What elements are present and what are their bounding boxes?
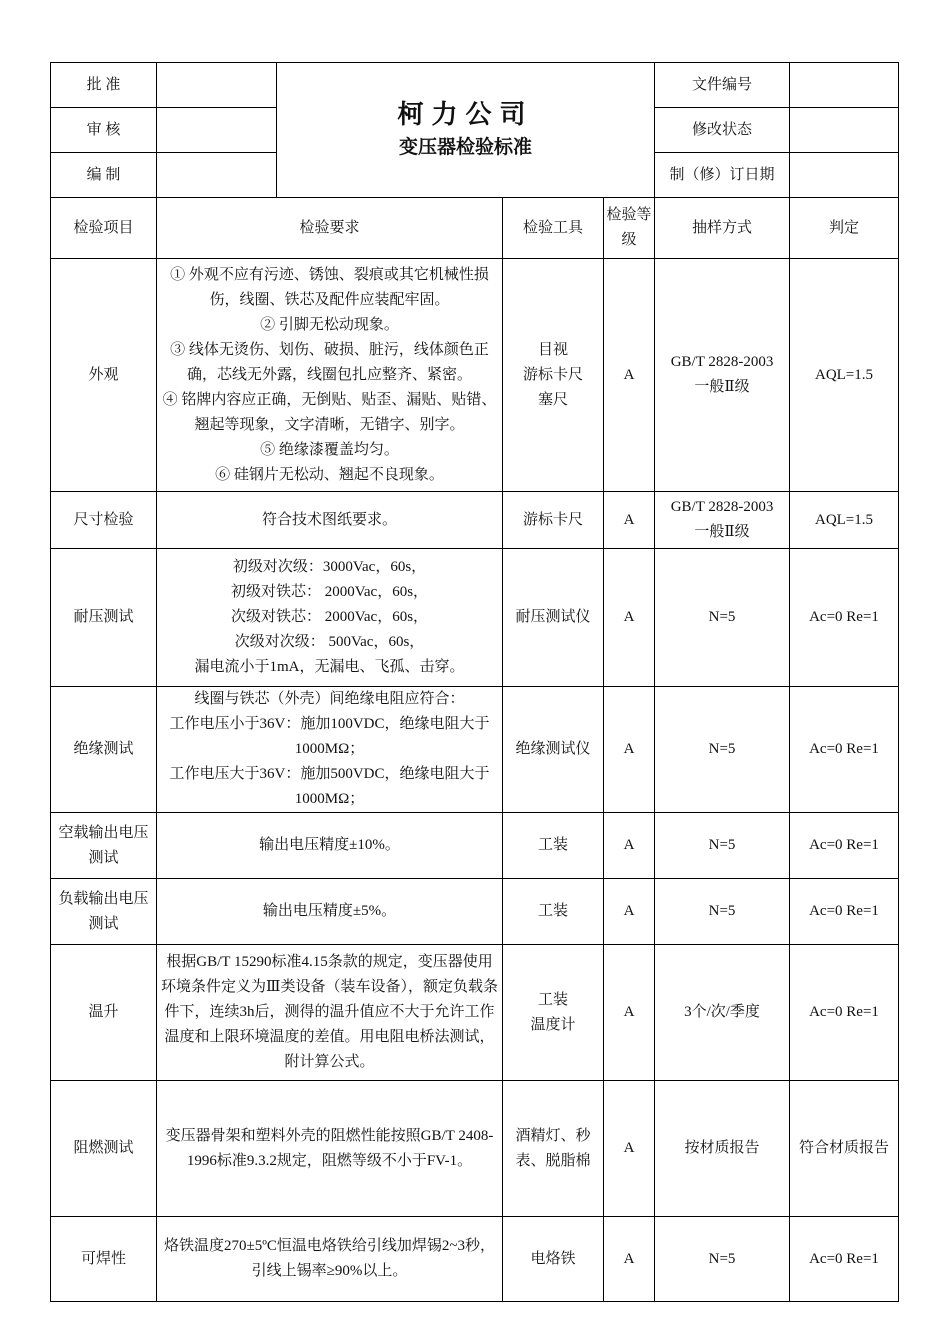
column-header-tool: 检验工具	[503, 198, 604, 259]
column-header-sampling: 抽样方式	[655, 198, 790, 259]
review-label: 审 核	[51, 108, 157, 153]
cell-line: 游标卡尺	[522, 366, 583, 383]
sampling-cell	[655, 879, 790, 945]
column-header-row	[51, 198, 899, 259]
item-cell: 温升	[51, 945, 157, 1081]
cell-line: 3个/次/季度	[684, 1004, 760, 1020]
requirement-cell	[157, 1217, 503, 1302]
cell-line: N=5	[708, 741, 736, 757]
cell-line: GB/T 2828-2003	[670, 354, 774, 370]
sampling-cell	[655, 1217, 790, 1302]
judgement-cell: Ac=0 Re=1	[790, 945, 899, 1081]
judgement-cell: Ac=0 Re=1	[790, 813, 899, 879]
cell-line: N=5	[708, 903, 736, 919]
judgement-cell: Ac=0 Re=1	[790, 879, 899, 945]
column-header-requirement: 检验要求	[157, 198, 503, 259]
cell-line: 符合技术图纸要求。	[261, 511, 397, 528]
table-row	[51, 879, 899, 945]
sampling-cell	[655, 1081, 790, 1217]
date-value	[790, 153, 899, 198]
cell-line: ② 引脚无松动现象。	[260, 316, 399, 333]
cell-line: 线圈与铁芯（外壳）间绝缘电阻应符合：	[194, 691, 465, 707]
cell-line: 工装	[537, 903, 568, 919]
prepare-value	[157, 153, 277, 198]
cell-line: 按材质报告	[684, 1140, 760, 1156]
sampling-cell	[655, 945, 790, 1081]
cell-line: ⑤ 绝缘漆覆盖均匀。	[260, 441, 399, 458]
judgement-cell: Ac=0 Re=1	[790, 1217, 899, 1302]
inspection-rows	[51, 259, 899, 1302]
item-cell: 外观	[51, 259, 157, 492]
table-row	[51, 945, 899, 1081]
grade-cell: A	[604, 687, 655, 813]
cell-line: 工作电压大于36V：施加500VDC，绝缘电阻大于1000MΩ；	[169, 766, 490, 807]
item-cell: 绝缘测试	[51, 687, 157, 813]
cell-line: 一般Ⅱ级	[694, 379, 750, 395]
revision-value	[790, 108, 899, 153]
cell-line: 电烙铁	[530, 1250, 576, 1267]
column-header-judgement: 判定	[790, 198, 899, 259]
judgement-cell: AQL=1.5	[790, 259, 899, 492]
tool-cell	[503, 813, 604, 879]
table-row	[51, 687, 899, 813]
cell-line: 温度计	[530, 1016, 576, 1033]
tool-cell	[503, 259, 604, 492]
tool-cell	[503, 1217, 604, 1302]
cell-line: 酒精灯、秒表、脱脂棉	[515, 1127, 591, 1169]
approve-value	[157, 63, 277, 108]
judgement-cell: 符合材质报告	[790, 1081, 899, 1217]
review-value	[157, 108, 277, 153]
cell-line: ④ 铭牌内容应正确，无倒贴、贴歪、漏贴、贴错、翘起等现象，文字清晰，无错字、别字。	[162, 391, 497, 433]
file-no-value	[790, 63, 899, 108]
header-row-approve	[51, 63, 899, 108]
cell-line: N=5	[708, 837, 736, 853]
table-row	[51, 492, 899, 549]
cell-line: 输出电压精度±5%。	[262, 903, 397, 919]
requirement-cell	[157, 879, 503, 945]
item-cell: 耐压测试	[51, 549, 157, 687]
sampling-cell	[655, 259, 790, 492]
requirement-cell	[157, 492, 503, 549]
document-title-block	[277, 63, 655, 198]
sampling-cell	[655, 549, 790, 687]
table-row	[51, 1217, 899, 1302]
grade-cell: A	[604, 1217, 655, 1302]
cell-line: ⑥ 硅钢片无松动、翘起不良现象。	[215, 466, 444, 483]
cell-line: 根据GB/T 15290标准4.15条款的规定，变压器使用环境条件定义为Ⅲ类设备（装车设备），额定负载条件下，连续3h后，测得的温升值应不大于允许工作温度和上限环境温度的差值。用电阻电桥法测试，附计算公式。	[161, 954, 498, 1070]
column-header-item: 检验项目	[51, 198, 157, 259]
tool-cell	[503, 687, 604, 813]
grade-cell: A	[604, 1081, 655, 1217]
cell-line: 次级对铁芯： 2000Vac，60s，	[230, 609, 429, 625]
cell-line: 烙铁温度270±5ºC恒温电烙铁给引线加焊锡2~3秒，引线上锡率≥90%以上。	[163, 1238, 495, 1279]
grade-cell: A	[604, 813, 655, 879]
requirement-cell	[157, 945, 503, 1081]
requirement-cell	[157, 259, 503, 492]
cell-line: GB/T 2828-2003	[670, 499, 774, 515]
cell-line: 漏电流小于1mA，无漏电、飞孤、击穿。	[194, 659, 465, 675]
cell-line: 塞尺	[537, 391, 568, 408]
grade-cell: A	[604, 945, 655, 1081]
cell-line: 变压器骨架和塑料外壳的阻燃性能按照GB/T 2408-1996标准9.3.2规定，阻燃等级不小于FV-1。	[165, 1127, 494, 1169]
cell-line: 工装	[537, 991, 568, 1008]
tool-cell	[503, 1081, 604, 1217]
judgement-cell: Ac=0 Re=1	[790, 549, 899, 687]
item-cell: 尺寸检验	[51, 492, 157, 549]
item-cell: 空载输出电压测试	[51, 813, 157, 879]
cell-line: 目视	[537, 341, 568, 358]
tool-cell	[503, 945, 604, 1081]
item-cell: 阻燃测试	[51, 1081, 157, 1217]
inspection-standard-table	[50, 62, 899, 1302]
cell-line: 耐压测试仪	[515, 609, 591, 625]
cell-line: 绝缘测试仪	[515, 741, 591, 757]
cell-line: N=5	[708, 609, 736, 625]
table-row	[51, 259, 899, 492]
sampling-cell	[655, 813, 790, 879]
revision-label: 修改状态	[655, 108, 790, 153]
requirement-cell	[157, 1081, 503, 1217]
table-row	[51, 549, 899, 687]
column-header-grade: 检验等级	[604, 198, 655, 259]
approve-label: 批 准	[51, 63, 157, 108]
tool-cell	[503, 492, 604, 549]
cell-line: ① 外观不应有污迹、锈蚀、裂痕或其它机械性损伤，线圈、铁芯及配件应装配牢固。	[170, 266, 489, 308]
table-row	[51, 813, 899, 879]
requirement-cell	[157, 813, 503, 879]
company-name: 柯力公司	[397, 100, 534, 129]
sampling-cell	[655, 687, 790, 813]
cell-line: 游标卡尺	[522, 511, 583, 528]
grade-cell: A	[604, 549, 655, 687]
cell-line: 输出电压精度±10%。	[259, 837, 400, 853]
document-title: 变压器检验标准	[399, 137, 533, 158]
judgement-cell: Ac=0 Re=1	[790, 687, 899, 813]
grade-cell: A	[604, 492, 655, 549]
prepare-label: 编 制	[51, 153, 157, 198]
item-cell: 可焊性	[51, 1217, 157, 1302]
cell-line: 工装	[537, 837, 568, 853]
cell-line: N=5	[708, 1250, 736, 1267]
grade-cell: A	[604, 879, 655, 945]
cell-line: 初级对铁芯： 2000Vac，60s，	[230, 584, 429, 600]
tool-cell	[503, 879, 604, 945]
cell-line: 初级对次级：3000Vac，60s，	[232, 559, 427, 575]
grade-cell: A	[604, 259, 655, 492]
requirement-cell	[157, 687, 503, 813]
sampling-cell	[655, 492, 790, 549]
item-cell: 负载输出电压测试	[51, 879, 157, 945]
tool-cell	[503, 549, 604, 687]
file-no-label: 文件编号	[655, 63, 790, 108]
cell-line: 工作电压小于36V：施加100VDC，绝缘电阻大于1000MΩ；	[169, 716, 490, 757]
cell-line: 次级对次级： 500Vac，60s，	[234, 634, 425, 650]
table-row	[51, 1081, 899, 1217]
date-label: 制（修）订日期	[655, 153, 790, 198]
requirement-cell	[157, 549, 503, 687]
judgement-cell: AQL=1.5	[790, 492, 899, 549]
cell-line: ③ 线体无烫伤、划伤、破损、脏污，线体颜色正确，芯线无外露，线圈包扎应整齐、紧密。	[170, 341, 489, 383]
cell-line: 一般Ⅱ级	[694, 524, 750, 540]
